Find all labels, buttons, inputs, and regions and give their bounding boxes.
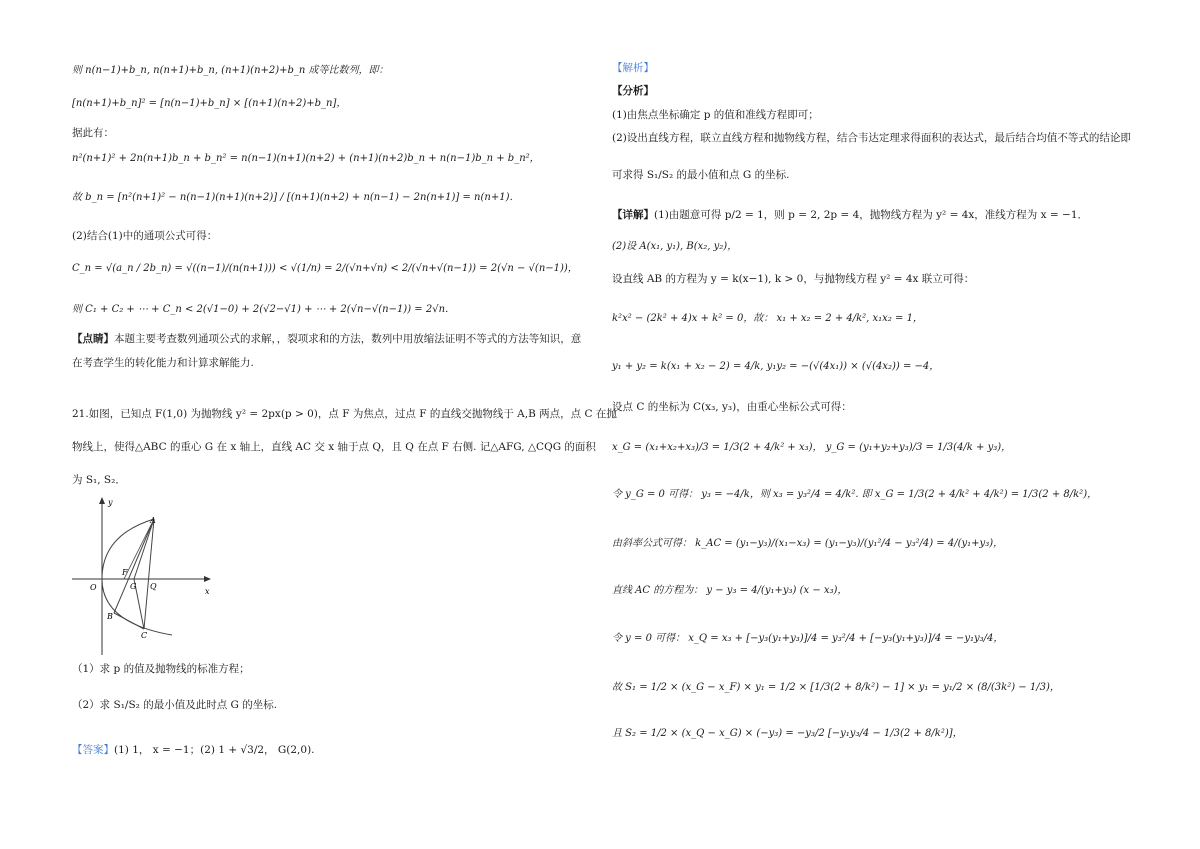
answer-tag: 【答案】 (72, 744, 114, 756)
equation-line: [n(n+1)+b_n]² = [n(n−1)+b_n] × [(n+1)(n+2)+b_n]， (72, 98, 347, 109)
line-ab (114, 519, 154, 613)
equation-line: k²x² − (2k² + 4)x + k² = 0，故： x₁ + x₂ = 2 + 4/k², x₁x₂ = 1， (612, 313, 923, 324)
text-line: 则 n(n−1)+b_n, n(n+1)+b_n, (n+1)(n+2)+b_n 成等比数列，即： (72, 65, 389, 76)
equation-line: y₁ + y₂ = k(x₁ + x₂ − 2) = 4/k, y₁y₂ = −(√(4x₁)) × (√(4x₂)) = −4， (612, 361, 940, 372)
text-line: 据此有： (72, 127, 114, 139)
text-line: 设直线 AB 的方程为 y = k(x−1), k > 0，与抛物线方程 y² = 4x 联立可得： (612, 273, 975, 285)
x-axis-arrow (204, 576, 211, 582)
sub-question-1: （1）求 p 的值及抛物线的标准方程； (72, 663, 250, 675)
detail-line (612, 208, 1088, 222)
text-line: (2)设出直线方程，联立直线方程和抛物线方程，结合韦达定理求得面积的表达式，最后结合均值不等式的结论即 (612, 132, 1131, 144)
equation-line: n²(n+1)² + 2n(n+1)b_n + b_n² = n(n−1)(n+1)(n+2) + (n+1)(n+2)b_n + n(n−1)b_n + b_n²， (72, 153, 540, 164)
remark-text: 本题主要考查数列通项公式的求解，，裂项求和的方法，数列中用放缩法证明不等式的方法等知识，意 (114, 333, 582, 345)
equation-line: C_n = √(a_n / 2b_n) = √((n−1)/(n(n+1))) < √(1/n) = 2/(√n+√n) < 2/(√n+√(n−1)) = 2(√n − √(n−1))， (72, 263, 578, 274)
label-c: C (141, 631, 148, 640)
section-heading: 【分析】 (612, 85, 654, 97)
answer-line (72, 743, 315, 757)
label-f: F (122, 568, 128, 577)
sub-question-2: （2）求 S₁/S₂ 的最小值及此时点 G 的坐标. (72, 699, 278, 711)
label-o: O (90, 583, 97, 592)
question-line: 物线上，使得△ABC 的重心 G 在 x 轴上，直线 AC 交 x 轴于点 Q，且 Q 在点 F 右侧. 记△AFG, △CQG 的面积 (72, 441, 596, 453)
label-q: Q (150, 582, 157, 591)
equation-line: 且 S₂ = 1/2 × (x_Q − x_G) × (−y₃) = −y₃/2 [−y₁y₃/4 − 1/3(2 + 8/k²)]， (612, 728, 963, 739)
answer-text: (1) 1， x = −1；(2) 1 + √3/2， G(2,0). (114, 744, 315, 756)
detail-text: (1)由题意可得 p/2 = 1，则 p = 2, 2p = 4，抛物线方程为 y² = 4x，准线方程为 x = −1． (654, 209, 1089, 221)
label-x: x (205, 587, 210, 596)
equation-line: 令 y_G = 0 可得： y₃ = −4/k，则 x₃ = y₃²/4 = 4/k². 即 x_G = 1/3(2 + 4/k² + 4/k²) = 1/3(2 + 8/k²)， (612, 489, 1098, 500)
equation-line: 故 S₁ = 1/2 × (x_G − x_F) × y₁ = 1/2 × [1/3(2 + 8/k²) − 1] × y₁ = y₁/2 × (8/(3k²) − 1/3)， (612, 682, 1060, 693)
equation-line: 直线 AC 的方程为： y − y₃ = 4/(y₁+y₃) (x − x₃)， (612, 585, 848, 596)
question-line: 为 S₁, S₂． (72, 474, 126, 486)
line-bc (114, 613, 144, 629)
remark-tag: 【点睛】 (72, 333, 114, 345)
label-g: G (130, 582, 137, 591)
y-axis-arrow (99, 497, 105, 504)
label-a: A (150, 516, 156, 525)
text-line: (1)由焦点坐标确定 p 的值和准线方程即可； (612, 109, 819, 121)
question-line: 21.如图，已知点 F(1,0) 为抛物线 y² = 2px(p > 0)，点 F 为焦点，过点 F 的直线交抛物线于 A,B 两点，点 C 在抛 (72, 408, 617, 420)
label-y: y (108, 498, 113, 507)
equation-line: x_G = (x₁+x₂+x₃)/3 = 1/3(2 + 4/k² + x₃)， y_G = (y₁+y₂+y₃)/3 = 1/3(4/k + y₃)， (612, 442, 1012, 453)
equation-line: 则 C₁ + C₂ + ⋯ + C_n < 2(√1−0) + 2(√2−√1) + ⋯ + 2(√n−√(n−1)) = 2√n． (72, 304, 456, 315)
equation-line: 令 y = 0 可得： x_Q = x₃ + [−y₃(y₁+y₃)]/4 = y₃²/4 + [−y₃(y₁+y₃)]/4 = −y₁y₃/4， (612, 633, 1004, 644)
equation-line: 故 b_n = [n²(n+1)² − n(n−1)(n+1)(n+2)] / [(n+1)(n+2) + n(n−1) − 2n(n+1)] = n(n+1)． (72, 192, 520, 203)
text-line: 可求得 S₁/S₂ 的最小值和点 G 的坐标. (612, 169, 790, 181)
text-line: 设点 C 的坐标为 C(x₃, y₃)，由重心坐标公式可得： (612, 401, 852, 413)
analysis-tag: 【解析】 (612, 62, 654, 74)
text-line: 在考查学生的转化能力和计算求解能力. (72, 357, 254, 369)
text-line: (2)结合(1)中的通项公式可得： (72, 230, 218, 242)
equation-line: (2)设 A(x₁, y₁), B(x₂, y₂)， (612, 241, 738, 252)
equation-line: 由斜率公式可得： k_AC = (y₁−y₃)/(x₁−x₃) = (y₁−y₃)/(y₁²/4 − y₃²/4) = 4/(y₁+y₃)， (612, 538, 1004, 549)
label-b: B (107, 612, 113, 621)
parabola-figure (72, 495, 222, 657)
detail-tag: 【详解】 (612, 209, 654, 221)
remark-line (72, 332, 581, 346)
